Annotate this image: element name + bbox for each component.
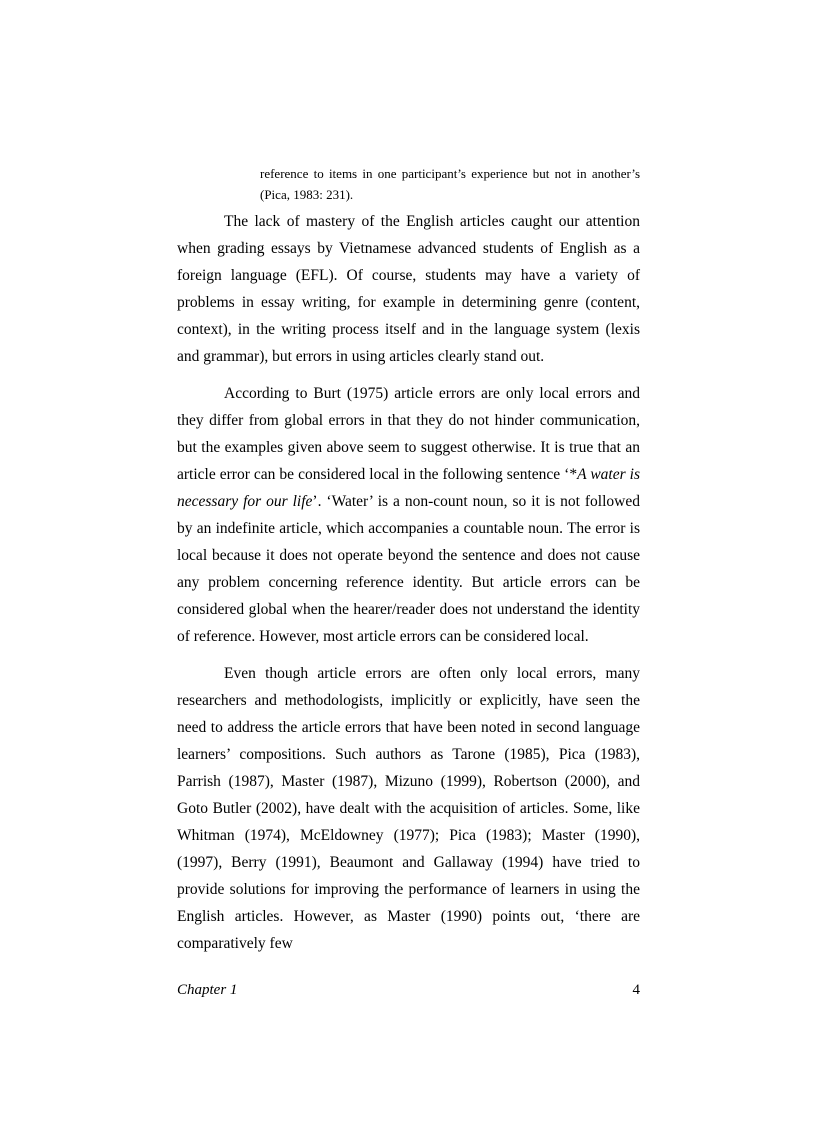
page-number: 4 (632, 982, 640, 998)
page-footer (177, 982, 640, 999)
paragraph-1: The lack of mastery of the English articles caught our attention when grading essays by Vietnamese advanced students of English as a foreign language (EFL). Of course, students may have a variety of problems in essay writing, for example in determining genre (content, context), in the writing process itself and in the language system (lexis and grammar), but errors in using articles clearly stand out. (177, 213, 640, 365)
paragraph-2-text-before: According to Burt (1975) article errors are only local errors and they differ from global errors in that they do not hinder communication, but the examples given above seem to suggest otherwise. It is true that an article error can be considered local in the following sentence ‘* (177, 385, 640, 483)
block-quote: reference to items in one participant’s experience but not in another’s (Pica, 1983: 231). (260, 166, 640, 202)
paragraph-2 (177, 380, 640, 650)
example-sentence: A water is necessary for our life (177, 466, 640, 510)
body-text (177, 208, 640, 957)
paragraph-3: Even though article errors are often only local errors, many researchers and methodologists, implicitly or explicitly, have seen the need to address the article errors that have been noted in second language learners’ compositions. Such authors as Tarone (1985), Pica (1983), Parrish (1987), Master (1987), Mizuno (1999), Robertson (2000), and Goto Butler (2002), have dealt with the acquisition of articles. Some, like Whitman (1974), McEldowney (1977); Pica (1983); Master (1990), (1997), Berry (1991), Beaumont and Gallaway (1994) have tried to provide solutions for improving the performance of learners in using the English articles. However, as Master (1990) points out, ‘there are comparatively few (177, 665, 640, 952)
paragraph-2-text-after: ’. ‘Water’ is a non-count noun, so it is not followed by an indefinite article, which accompanies a countable noun. The error is local because it does not operate beyond the sentence and does not cause any problem concerning reference identity. But article errors can be considered global when the hearer/reader does not understand the identity of reference. However, most article errors can be considered local. (177, 493, 640, 645)
chapter-label: Chapter 1 (177, 982, 238, 998)
